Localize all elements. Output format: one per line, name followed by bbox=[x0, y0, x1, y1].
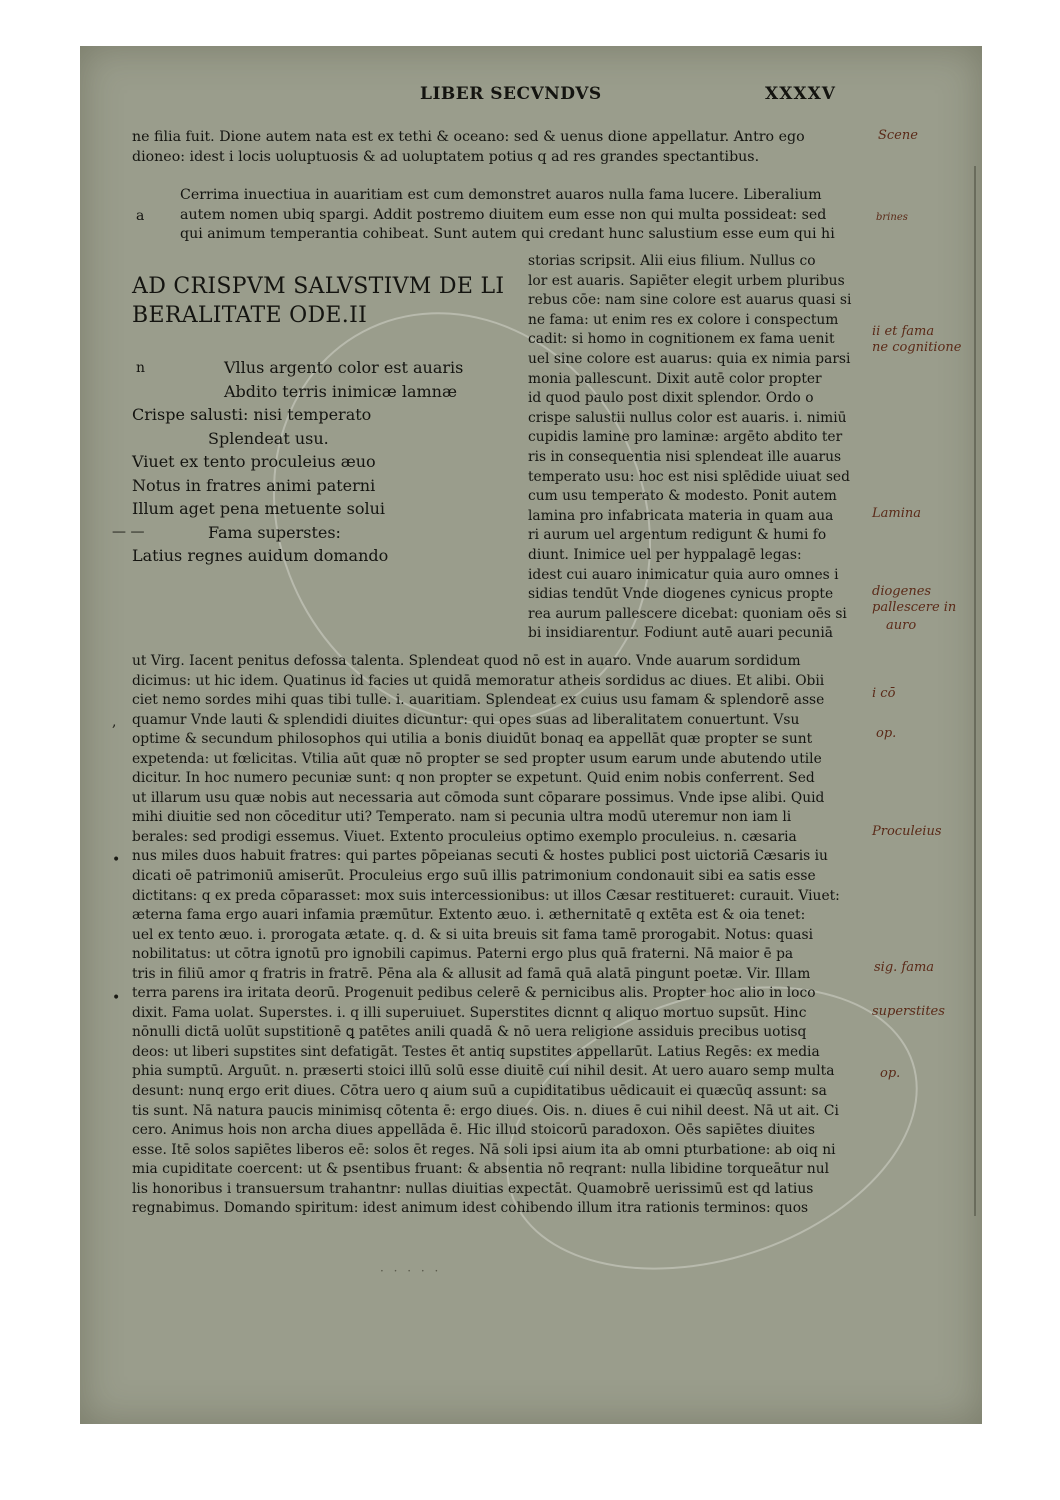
poem-line: Vllus argento color est auaris bbox=[224, 358, 464, 377]
commentary-line: ne fama: ut enim res ex colore i conspectum bbox=[528, 311, 839, 328]
text-line: dictitans: q ex preda cōparasset: mox suis intercessionibus: ut illos Cæsar restitueret: curauit. Viuet: bbox=[132, 887, 840, 904]
marginal-annotation: sig. fama bbox=[874, 960, 935, 975]
margin-tick-mark: , bbox=[112, 714, 117, 730]
text-line: mihi diuitie sed non cōceditur uti? Temperato. nam si pecunia ultra modū uteremur non iam li bbox=[132, 809, 792, 826]
text-line: ne filia fuit. Dione autem nata est ex tethi & oceano: sed & uenus dione appellatur. Antro ego bbox=[132, 129, 805, 145]
marginal-annotation: ne cognitione bbox=[872, 340, 962, 355]
poem-line: Illum aget pena metuente solui bbox=[132, 499, 386, 518]
text-line: regnabimus. Domando spiritum: idest animum idest cohibendo illum itra rationis terminos: quos bbox=[132, 1200, 809, 1217]
marginal-annotation: op. bbox=[876, 726, 897, 741]
commentary-line: uel sine colore est auarus: quia ex nimia parsi bbox=[528, 350, 851, 367]
commentary-line: idest cui auaro inimicatur quia auro omnes i bbox=[528, 566, 839, 583]
text-line: dixit. Fama uolat. Superstes. i. q illi superuiuet. Superstites dicnnt q aliquo mortuo supsūt. Hinc bbox=[132, 1004, 807, 1021]
commentary-line: cadit: si homo in cognitionem ex fama uenit bbox=[528, 331, 835, 348]
ode-title bbox=[132, 272, 512, 330]
text-line: lis honoribus i transuersum trahantnr: nullas diuitias expectāt. Quamobrē uerissimū est qd latius bbox=[132, 1180, 814, 1197]
book-page bbox=[80, 46, 982, 1424]
commentary-line: sidias tendūt Vnde diogenes cynicus propte bbox=[528, 586, 834, 603]
commentary-line: rebus cōe: nam sine colore est auarus quasi si bbox=[528, 292, 852, 309]
poem-line: Fama superstes: bbox=[208, 522, 341, 542]
marginal-annotation: Lamina bbox=[872, 506, 921, 521]
text-line: nus miles duos habuit fratres: qui partes pōpeianas secuti & hostes publici post uictoriā Cæsaris iu bbox=[132, 848, 828, 865]
poem-marker: n bbox=[136, 360, 146, 376]
poem-line: Notus in fratres animi paterni bbox=[132, 475, 376, 495]
marginal-annotation: Scene bbox=[878, 128, 918, 143]
commentary-column bbox=[528, 252, 866, 644]
marginal-annotation: auro bbox=[886, 618, 917, 633]
commentary-line: storias scripsit. Alii eius filium. Nullus co bbox=[528, 253, 816, 269]
commentary-line: temperato usu: hoc est nisi splēdide uiuat sed bbox=[528, 468, 850, 485]
footer-specks: · · · · · bbox=[380, 1264, 442, 1278]
text-line: tis sunt. Nā natura paucis minimisq cōtenta ē: ergo diues. Ois. n. diues ē cui nihil deest. Nā ut ait. Ci bbox=[132, 1102, 839, 1119]
poem-line: Abdito terris inimicæ lamnæ bbox=[224, 381, 457, 401]
argument-marker: a bbox=[136, 208, 145, 224]
margin-tick-mark: • bbox=[112, 852, 121, 868]
text-line: terra parens ira iritata deorū. Progenuit pedibus celerē & pernicibus alis. Propter hoc alio in loco bbox=[132, 985, 816, 1002]
text-line: phia sumptū. Arguūt. n. præserti stoici illū solū esse diuitē cui nihil desit. At uero auaro semp multa bbox=[132, 1063, 835, 1080]
commentary-line: diunt. Inimice uel per hyppalagē legas: bbox=[528, 546, 802, 563]
commentary-line: lor est auaris. Sapiēter elegit urbem pluribus bbox=[528, 272, 845, 289]
text-line: dioneo: idest i locis uoluptuosis & ad uoluptatem potius q ad res grandes spectantibus. bbox=[132, 148, 760, 165]
marginal-annotation: superstites bbox=[872, 1004, 945, 1019]
text-line: esse. Itē solos sapiētes liberos eē: solos ēt reges. Nā soli ipsi aium ita ab omni pturbatione: ab oiq ni bbox=[132, 1141, 836, 1158]
text-line: optime & secundum philosophos qui utilia a bonis diuidūt bonaq ea appellāt quæ propter se sunt bbox=[132, 731, 813, 748]
poem-line: Viuet ex tento proculeius æuo bbox=[132, 452, 376, 471]
commentary-line: monia pallescunt. Dixit autē color propter bbox=[528, 370, 822, 387]
intro-text bbox=[132, 128, 866, 167]
marginal-annotation: pallescere in bbox=[872, 600, 957, 615]
text-line: nobilitatus: ut cōtra ignotū pro ignobili capimus. Paterni ergo plus quā fraterni. Nā maior ē pa bbox=[132, 946, 794, 963]
text-line: uel ex tento æuo. i. prorogata ætate. q. d. & si uita breuis sit fama tamē prorogabit. Notus: quasi bbox=[132, 926, 813, 943]
poem-line: Latius regnes auidum domando bbox=[132, 546, 389, 565]
text-line: dicimus: ut hic idem. Quatinus id facies ut quidā memoratur atheis sordidus ac diues. Et alibi. Obii bbox=[132, 672, 825, 689]
commentary-line: rea aurum pallescere dicebat: quoniam oēs si bbox=[528, 605, 847, 622]
marginal-annotation: ii et fama bbox=[872, 324, 935, 339]
continuation-text bbox=[132, 652, 866, 1219]
text-line: ut illarum usu quæ nobis aut necessaria aut cōmoda sunt cōparare possimus. Vnde ipse alibi. Quid bbox=[132, 789, 825, 806]
running-title: LIBER SECVNDVS bbox=[420, 84, 602, 104]
commentary-line: bi insidiarentur. Fodiunt autē auari pecuniā bbox=[528, 625, 833, 642]
ode-title-line: AD CRISPVM SALVSTIVM DE LI bbox=[132, 274, 505, 299]
commentary-line: lamina pro infabricata materia in quam aua bbox=[528, 507, 834, 524]
text-line: deos: ut liberi supstites sint defatigāt. Testes ēt antiq supstites appellarūt. Latius Regēs: ex media bbox=[132, 1043, 820, 1060]
page-header bbox=[80, 84, 982, 108]
text-line: cero. Animus hois non archa diues appellāda ē. Hic illud stoicorū paradoxon. Oēs sapiētes diuites bbox=[132, 1122, 815, 1139]
poem bbox=[132, 356, 463, 568]
text-line: dicitur. In hoc numero pecuniæ sunt: q non propter se expetunt. Quid enim nobis conferrent. Sed bbox=[132, 770, 815, 787]
commentary-line: ris in consequentia nisi splendeat ille auarus bbox=[528, 448, 842, 465]
text-line: mia cupiditate coercent: ut & psentibus fruant: & absentia nō reqrant: nulla libidine torqueātur nul bbox=[132, 1161, 830, 1178]
text-line: dicati oē patrimoniū amiserūt. Proculeius ergo suū illis patrimonium condonauit sibi ea satis esse bbox=[132, 868, 816, 885]
text-line: æterna fama ergo auari infamia præmūtur. Extento æuo. i. æthernitatē q extēta est & oia tenet: bbox=[132, 907, 806, 924]
argument-text bbox=[180, 186, 866, 245]
commentary-line: crispe salustii nullus color est auaris. i. nimiū bbox=[528, 409, 847, 426]
text-line: qui animum temperantia cohibeat. Sunt autem qui credant hunc salustium esse eum qui hi bbox=[180, 226, 835, 243]
ode-title-line: BERALITATE ODE.II bbox=[132, 303, 368, 328]
text-line: tris in filiū amor q fratris in fratrē. Pēna ala & allusit ad famā quā alatā pingunt poetæ. Vir. Illam bbox=[132, 965, 811, 982]
folio-number: XXXXV bbox=[765, 84, 836, 104]
page-edge bbox=[974, 166, 976, 1216]
commentary-line: ri aurum uel argentum redigunt & humi fo bbox=[528, 527, 827, 544]
marginal-annotation: Proculeius bbox=[872, 824, 942, 839]
commentary-line: cupidis lamine pro laminæ: argēto abdito ter bbox=[528, 429, 843, 446]
marginal-annotation: diogenes bbox=[872, 584, 932, 599]
text-line: Cerrima inuectiua in auaritiam est cum demonstret auaros nulla fama lucere. Liberalium bbox=[180, 187, 822, 203]
text-line: ciet nemo sordes mihi quas tibi tulle. i. auaritiam. Splendeat ex cuius usu famam & splendorē asse bbox=[132, 692, 825, 709]
poem-line: Splendeat usu. bbox=[208, 428, 329, 448]
text-line: expetenda: ut fœlicitas. Vtilia aūt quæ nō propter se sed propter usum earum unde abutendo utile bbox=[132, 750, 822, 767]
marginal-annotation: i cō bbox=[872, 686, 896, 701]
text-line: ut Virg. Iacent penitus defossa talenta. Splendeat quod nō est in auaro. Vnde auarum sordidum bbox=[132, 653, 801, 669]
text-line: autem nomen ubiq spargi. Addit postremo diuitem eum esse non qui multa possideat: sed bbox=[180, 206, 827, 223]
marginal-annotation: op. bbox=[880, 1066, 901, 1081]
text-line: nōnulli dictā uolūt supstitionē ꝗ patētes anili quadā & nō uera religione assiduis precibus uotisq bbox=[132, 1024, 807, 1041]
commentary-line: cum usu temperato & modesto. Ponit autem bbox=[528, 488, 837, 505]
text-line: berales: sed prodigi essemus. Viuet. Extento proculeius optimo exemplo proculeius. n. cæsaria bbox=[132, 828, 797, 845]
margin-tick-mark: • bbox=[112, 990, 121, 1006]
margin-pointer-mark: — — bbox=[112, 524, 145, 540]
poem-line: Crispe salusti: nisi temperato bbox=[132, 405, 372, 424]
text-line: quamur Vnde lauti & splendidi diuites dicuntur: qui opes suas ad liberalitatem conuertunt. Vsu bbox=[132, 711, 800, 728]
text-line: desunt: nunq ergo erit diues. Cōtra uero q aium suū a cupiditatibus uēdicauit ei quæcūq assunt: sa bbox=[132, 1083, 827, 1100]
commentary-line: id quod paulo post dixit splendor. Ordo o bbox=[528, 390, 814, 407]
marginal-annotation: brines bbox=[876, 212, 908, 223]
